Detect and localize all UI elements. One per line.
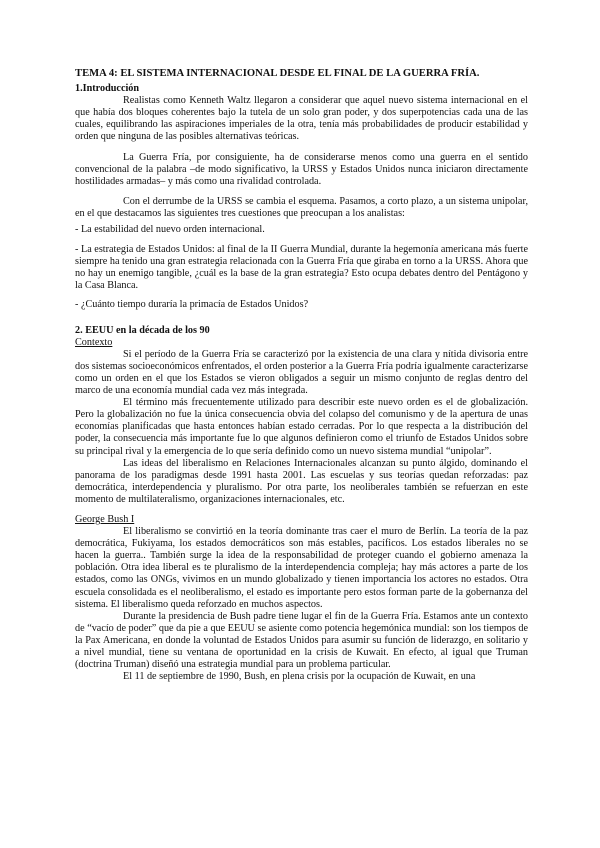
paragraph: Si el período de la Guerra Fría se caracterizó por la existencia de una clara y nítida divisoria entre dos sistemas socioeconómicos enfrentados, el orden posterior a la Guerra Fría podría igualmente caracterizarse como un orden en el que los Estados se vieron obligados a seguir un mismo conjunto de reglas dentro del marco de una economía mundial cada vez más integrada.	[75, 348, 528, 397]
paragraph: Durante la presidencia de Bush padre tiene lugar el fin de la Guerra Fría. Estamos ante un contexto de “vacío de poder” que da pie a que EEUU se asiente como potencia hegemónica mundial: son los tiempos de la Pax Americana, en donde la voluntad de Estados Unidos para asumir su función de liderazgo, en solitario y a nivel mundial, tiene su ventana de oportunidad en la crisis de Kuwait. En efecto, al igual que Truman (doctrina Truman) diseñó una estrategia mundial para un problema particular.	[75, 610, 528, 671]
paragraph: El término más frecuentemente utilizado para describir este nuevo orden es el de globalización. Pero la globalización no fue la única consecuencia obvia del colapso del comunismo y de la apertura de unas economías planificadas que hasta entonces habían estado cerradas. Por lo que respecta a la distribución del poder, la consecuencia más importante fue lo que algunos definieron como el triunfo de Estados Unidos sobre su principal rival y la emergencia de lo que sería definido como un nuevo sistema mundial “unipolar”.	[75, 397, 528, 457]
paragraph: El liberalismo se convirtió en la teoría dominante tras caer el muro de Berlín. La teoría de la paz democrática, Fukiyama, los estados democráticos son más estables, pacíficos. Los estados liberales no se hacen la guerra.. También surge la idea de la responsabilidad de proteger cuando el gobierno amenaza la población. Otra idea liberal es te pluralismo de la interdependencia compleja; hay más actores a parte de los estados, como las ONGs, vivimos en un mundo globalizado y tienen importancia los actores no estados. Otra escuela consolidada es el neoliberalismo, el estado es importante pero estos forman parte de la gobernanza del sistema. El liberalismo queda reforzado en muchos aspectos.	[75, 526, 528, 610]
bullet-item: - ¿Cuánto tiempo duraría la primacía de Estados Unidos?	[75, 298, 309, 310]
section-heading-eeuu: 2. EEUU en la década de los 90	[75, 324, 210, 336]
subheading-george-bush: George Bush I	[75, 514, 135, 525]
paragraph: El 11 de septiembre de 1990, Bush, en plena crisis por la ocupación de Kuwait, en una	[123, 671, 476, 683]
document-page	[75, 68, 528, 683]
document-title: TEMA 4: EL SISTEMA INTERNACIONAL DESDE EL FINAL DE LA GUERRA FRÍA.	[75, 68, 480, 79]
section-heading-introduccion: 1.Introducción	[75, 83, 140, 95]
paragraph: Con el derrumbe de la URSS se cambia el esquema. Pasamos, a corto plazo, a un sistema unipolar, en el que destacamos las siguientes tres cuestiones que preocupan a los analistas:	[75, 195, 528, 219]
paragraph: La Guerra Fría, por consiguiente, ha de considerarse menos como una guerra en el sentido convencional de la palabra –de modo significativo, la URSS y Estados Unidos nunca iniciaron directamente hostilidades armadas– y más como una rivalidad controlada.	[75, 151, 528, 187]
subheading-contexto: Contexto	[75, 336, 113, 348]
paragraph: Realistas como Kenneth Waltz llegaron a considerar que aquel nuevo sistema internacional en el que había dos bloques coherentes bajo la tutela de un solo gran poder, y dos superpotencias cada una de las cuales, equilibrando las aspiraciones imperiales de la otra, tenía más probabilidades de producir estabilidad y orden que ninguna de las posibles alternativas teóricas.	[75, 95, 528, 143]
paragraph: Las ideas del liberalismo en Relaciones Internacionales alcanzan su punto álgido, dominando el panorama de los paradigmas desde 1991 hasta 2001. Las escuelas y sus teorías quedan reforzadas: paz democrática, interdependencia y pluralismo. Por otra parte, los neoliberales también se refuerzan en este momento de multilateralismo, organizaciones internacionales, etc.	[75, 457, 528, 505]
bullet-item: - La estrategia de Estados Unidos: al final de la II Guerra Mundial, durante la hegemonía americana más fuerte siempre ha tenido una gran estrategia relacionada con la Guerra Fría que giraba en torno a la URSS. Ahora que no hay un enemigo tangible, ¿cuál es la base de la gran estrategia? Esto ocupa debates dentro del Pentágono y la Casa Blanca.	[75, 244, 528, 292]
bullet-item: - La estabilidad del nuevo orden internacional.	[75, 224, 265, 236]
